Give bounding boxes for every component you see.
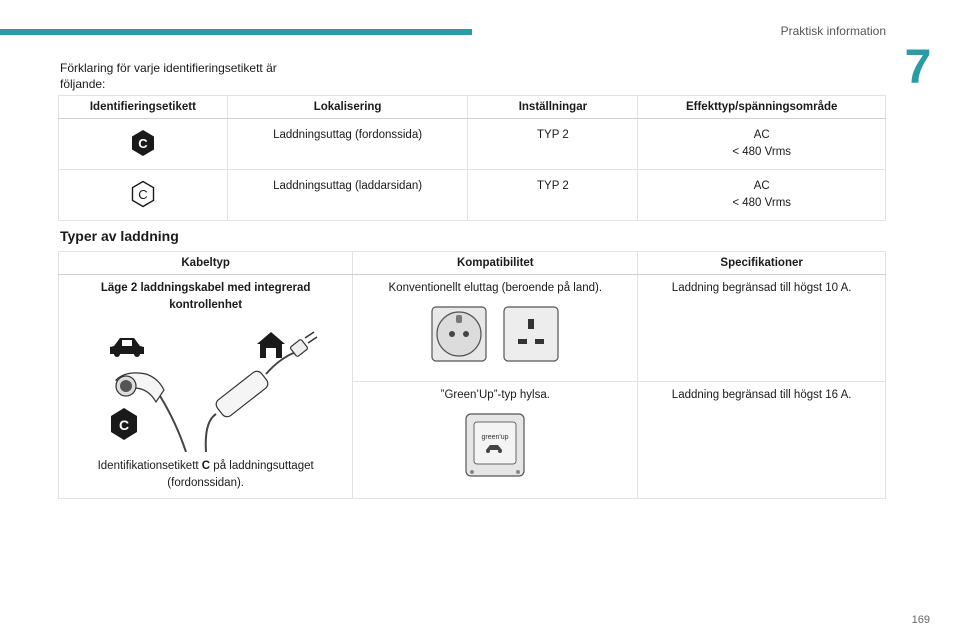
cable-title: Läge 2 laddningskabel med integrerad kontrollenhet <box>100 282 311 311</box>
power-type: AC <box>753 180 770 192</box>
column-header: Specifikationer <box>638 252 886 275</box>
header-accent-bar <box>0 29 472 35</box>
column-header: Effekttyp/spänningsområde <box>638 96 886 119</box>
table-header-row <box>59 252 886 275</box>
cable-type-cell <box>59 275 353 499</box>
chapter-number: 7 <box>904 41 932 94</box>
location-cell: Laddningsuttag (laddarsidan) <box>227 170 468 221</box>
specification-cell: Laddning begränsad till högst 10 A. <box>638 275 886 382</box>
svg-text:C: C <box>138 187 148 202</box>
specification-cell: Laddning begränsad till högst 16 A. <box>638 382 886 499</box>
c-hexagon-outline-icon <box>129 180 157 208</box>
c-hexagon-filled-icon <box>111 408 137 440</box>
intro-text: Förklaring för varje identifieringsetikett är följande: <box>60 61 277 91</box>
power-cell <box>638 119 886 170</box>
compatibility-text: Konventionellt eluttag (beroende på land). <box>388 282 603 294</box>
svg-text:C: C <box>118 417 129 433</box>
caption-text: Identifikationsetikett <box>97 460 202 472</box>
column-header: Kompatibilitet <box>353 252 638 275</box>
svg-text:C: C <box>138 136 148 151</box>
identification-label-table <box>58 95 886 221</box>
settings-cell: TYP 2 <box>468 170 638 221</box>
charging-cable-illustration <box>86 322 326 452</box>
settings-cell: TYP 2 <box>468 119 638 170</box>
compatibility-text: ”Green’Up”-typ hylsa. <box>440 389 550 402</box>
label-cell <box>59 119 228 170</box>
c-hexagon-filled-icon <box>129 129 157 157</box>
compatibility-cell <box>353 382 638 499</box>
cable-caption <box>81 458 331 492</box>
power-cell <box>638 170 886 221</box>
caption-text: på laddningsuttaget (fordonssidan). <box>167 460 314 489</box>
table-row <box>59 119 886 170</box>
section-heading: Typer av laddning <box>60 228 179 244</box>
table-header-row <box>59 96 886 119</box>
voltage-range: < 480 Vrms <box>732 146 792 158</box>
wall-plug-icon <box>289 332 316 357</box>
french-socket-icon <box>430 305 488 363</box>
column-header: Inställningar <box>468 96 638 119</box>
label-cell <box>59 170 228 221</box>
page-number: 169 <box>911 614 930 626</box>
voltage-range: < 480 Vrms <box>732 197 792 209</box>
greenup-socket-icon <box>464 412 526 478</box>
column-header: Identifieringsetikett <box>59 96 228 119</box>
svg-text:green'up: green'up <box>481 434 509 442</box>
control-box-icon <box>205 352 295 452</box>
house-icon <box>257 332 285 358</box>
table-row <box>59 170 886 221</box>
power-type: AC <box>753 129 770 141</box>
section-title: Praktisk information <box>780 24 886 38</box>
column-header: Lokalisering <box>227 96 468 119</box>
table-row <box>59 275 886 382</box>
compatibility-cell <box>353 275 638 382</box>
charging-types-table <box>58 251 886 499</box>
car-icon <box>110 338 144 357</box>
location-cell: Laddningsuttag (fordonssida) <box>227 119 468 170</box>
uk-socket-icon <box>502 305 560 363</box>
column-header: Kabeltyp <box>59 252 353 275</box>
caption-label-letter: C <box>201 460 211 472</box>
